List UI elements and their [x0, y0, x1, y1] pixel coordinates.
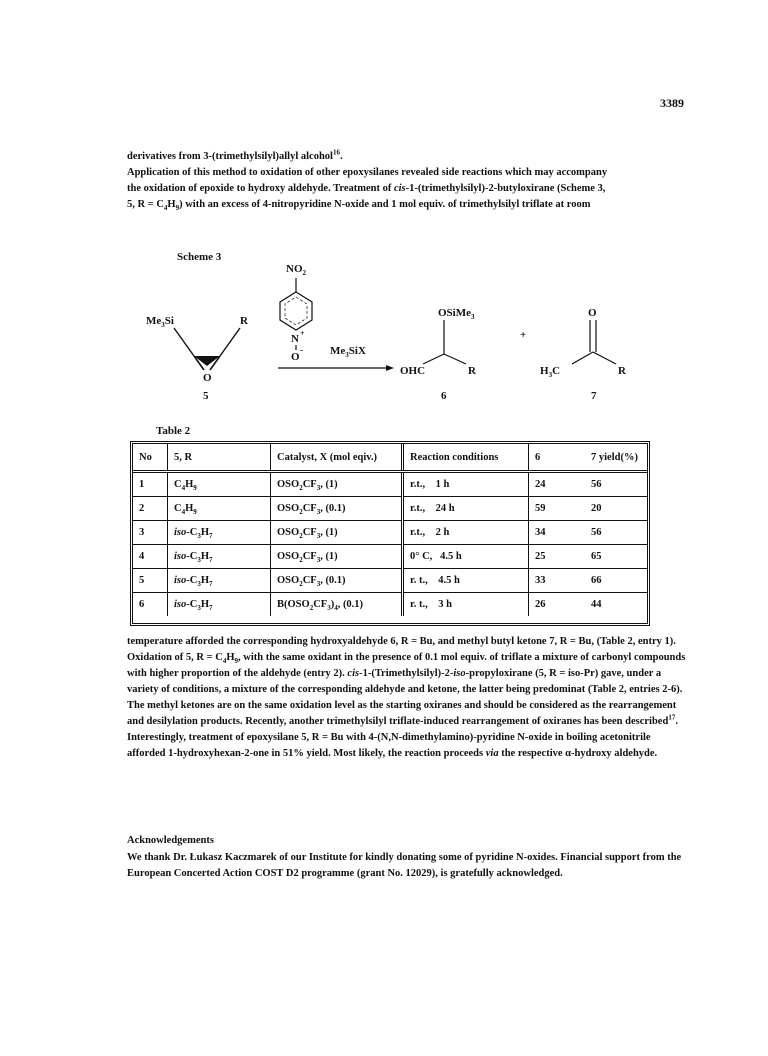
- header-6: 6: [529, 444, 584, 472]
- cell-7: 56: [583, 521, 647, 545]
- plus-sign: +: [520, 329, 527, 341]
- cell-6: 24: [529, 472, 584, 497]
- cell-catalyst: $OSO_2CF_3$, (0.1): [271, 569, 403, 593]
- bond-line: [593, 352, 616, 364]
- cell-r: iso-$C_3H_7$: [168, 545, 271, 569]
- cell-catalyst: $OSO_2CF_3$, (0.1): [271, 497, 403, 521]
- table-row: [133, 545, 647, 569]
- nitro-label: $NO_2$: [286, 263, 306, 277]
- header-r: 5, R: [168, 444, 271, 472]
- cell-catalyst: $OSO_2CF_3$, (1): [271, 545, 403, 569]
- positive-charge: +: [300, 329, 305, 338]
- cell-no: 2: [133, 497, 168, 521]
- methyl-label: $H_3C$: [540, 365, 561, 379]
- cell-no: 6: [139, 599, 145, 610]
- epoxide-structure: [146, 315, 249, 402]
- table-row: [133, 472, 647, 497]
- bond-line: [220, 328, 240, 356]
- cell-6: 59: [529, 497, 584, 521]
- compound-number-7: 7: [591, 390, 597, 402]
- bond-line: [423, 354, 444, 364]
- scheme-title: Scheme 3: [177, 251, 222, 263]
- reagent-label: $Me_3SiX$: [330, 345, 366, 359]
- cell-no: 4: [133, 545, 168, 569]
- me3si-label: $Me_3Si$: [146, 315, 174, 329]
- cell-r: iso-$C_3H_7$: [168, 593, 271, 617]
- cell-6: 26: [529, 593, 584, 617]
- cell-no: 3: [133, 521, 168, 545]
- r-label: R: [468, 365, 476, 377]
- discussion-text: [127, 634, 688, 762]
- ring-nitrogen: N: [291, 333, 299, 345]
- methyl-ketone-structure: [540, 307, 627, 402]
- table-row: [133, 569, 647, 593]
- cell-7: 56: [583, 472, 647, 497]
- cell-conditions: r.t., 1 h: [403, 472, 529, 497]
- table-title: Table 2: [156, 425, 191, 437]
- hydroxyaldehyde-structure: [400, 307, 477, 402]
- aldehyde-label: OHC: [400, 365, 426, 377]
- cell-7: 66: [583, 569, 647, 593]
- acknowledgements-heading: Acknowledgements: [127, 835, 214, 846]
- page-number: 3389: [660, 96, 684, 110]
- bond-line: [174, 328, 194, 356]
- discussion-paragraph-2: Interestingly, treatment of epoxysilane 5, R = Bu with 4-(N,N-dimethylamino)-pyridine N-oxide in boiling acetonitrile afforded 1-hydroxyhexan-2-one in 51% yield. Most likely, the reaction proceeds via the respective α-hydroxy aldehyde.: [127, 732, 658, 759]
- compound-number-6: 6: [441, 390, 447, 402]
- header-no: No: [133, 444, 168, 472]
- cell-conditions: r.t., 2 h: [403, 521, 529, 545]
- cell-conditions: r.t., 24 h: [403, 497, 529, 521]
- intro-line-2: Application of this method to oxidation of other epoxysilanes revealed side reactions which may accompany: [127, 167, 608, 178]
- cell-7: 65: [583, 545, 647, 569]
- bond-line: [444, 354, 466, 364]
- cell-r: $C_4H_9$: [168, 472, 271, 497]
- table-row: [133, 521, 647, 545]
- header-conditions: Reaction conditions: [403, 444, 529, 472]
- reaction-scheme: [140, 262, 660, 422]
- cell-conditions: r. t., 4.5 h: [403, 569, 529, 593]
- intro-paragraph: [127, 149, 688, 213]
- cell-6: 25: [529, 545, 584, 569]
- n-oxide-oxygen: O: [291, 351, 300, 363]
- cell-catalyst: $B(OSO_2CF_3)_4$, (0.1): [271, 593, 403, 617]
- intro-line-1: derivatives from 3-(trimethylsilyl)allyl alcohol$^{16}$.: [127, 148, 343, 162]
- header-catalyst: Catalyst, X (mol eqiv.): [271, 444, 403, 472]
- table-row: [133, 497, 647, 521]
- cell-conditions: r. t., 3 h: [403, 593, 529, 617]
- r-label: R: [618, 365, 626, 377]
- table-header-row: [133, 444, 647, 472]
- cell-no: 5: [133, 569, 168, 593]
- cell-no: 1: [133, 472, 168, 497]
- r-label: R: [240, 315, 248, 327]
- cell-conditions: 0° C, 4.5 h: [403, 545, 529, 569]
- epoxide-oxygen: O: [203, 372, 212, 384]
- cell-7: 20: [583, 497, 647, 521]
- cell-6: 33: [529, 569, 584, 593]
- pyridine-n-oxide-structure: [280, 263, 366, 363]
- cell-6: 34: [529, 521, 584, 545]
- intro-line-3: the oxidation of epoxide to hydroxy aldehyde. Treatment of cis-1-(trimethylsilyl)-2-butyloxirane (Scheme 3,: [127, 183, 606, 194]
- intro-line-4: 5, $R = C_4H_9$) with an excess of 4-nitropyridine N-oxide and 1 mol equiv. of trimethylsilyl triflate at room: [127, 199, 591, 213]
- cell-catalyst: $OSO_2CF_3$, (1): [271, 521, 403, 545]
- discussion-paragraph-1: temperature afforded the corresponding hydroxyaldehyde 6, R = Bu, and methyl butyl ketone 7, R = Bu, (Table 2, entry 1). Oxidation of 5, $R = C_4H_9$, with the same oxidant in the presence of 0.1 mol equiv. of triflate a mixture of carbonyl compounds with higher proportion of the aldehyde (entry 2). cis-1-(Trimethylsilyl)-2-iso-propyloxirane (5, R = iso-Pr) gave, under a variety of conditions, a mixture of the corresponding aldehyde and ketone, the latter being predominat (Table 2, entries 2-6). The methyl ketones are on the same oxidation level as the starting oxiranes and should be considered as the rearrangement and desilylation products. Recently, another trimethylsilyl triflate-induced rearrangement of oxiranes has been described$^{17}$.: [127, 636, 686, 727]
- bond-line: [572, 352, 593, 364]
- ketone-oxygen: O: [588, 307, 597, 319]
- ring-aromatic: [285, 297, 307, 325]
- negative-charge: -: [300, 345, 303, 355]
- osime3-label: OSiMe$_3$: [438, 307, 475, 321]
- cell-7: 44: [591, 599, 602, 610]
- cell-r: $C_4H_9$: [168, 497, 271, 521]
- header-7-yield: 7 yield(%): [583, 444, 647, 472]
- results-table: [130, 441, 650, 626]
- reaction-arrow: [278, 365, 394, 371]
- acknowledgements-text: We thank Dr. Łukasz Kaczmarek of our Institute for kindly donating some of pyridine N-oxides. Financial support from the European Concerted Action COST D2 programme (grant No. 12029), is gratefully acknowledged.: [127, 852, 682, 879]
- compound-number-5: 5: [203, 390, 209, 402]
- cell-r: iso-$C_3H_7$: [168, 569, 271, 593]
- table-row: [133, 593, 647, 617]
- cell-catalyst: $OSO_2CF_3$, (1): [271, 472, 403, 497]
- cell-r: iso-$C_3H_7$: [168, 521, 271, 545]
